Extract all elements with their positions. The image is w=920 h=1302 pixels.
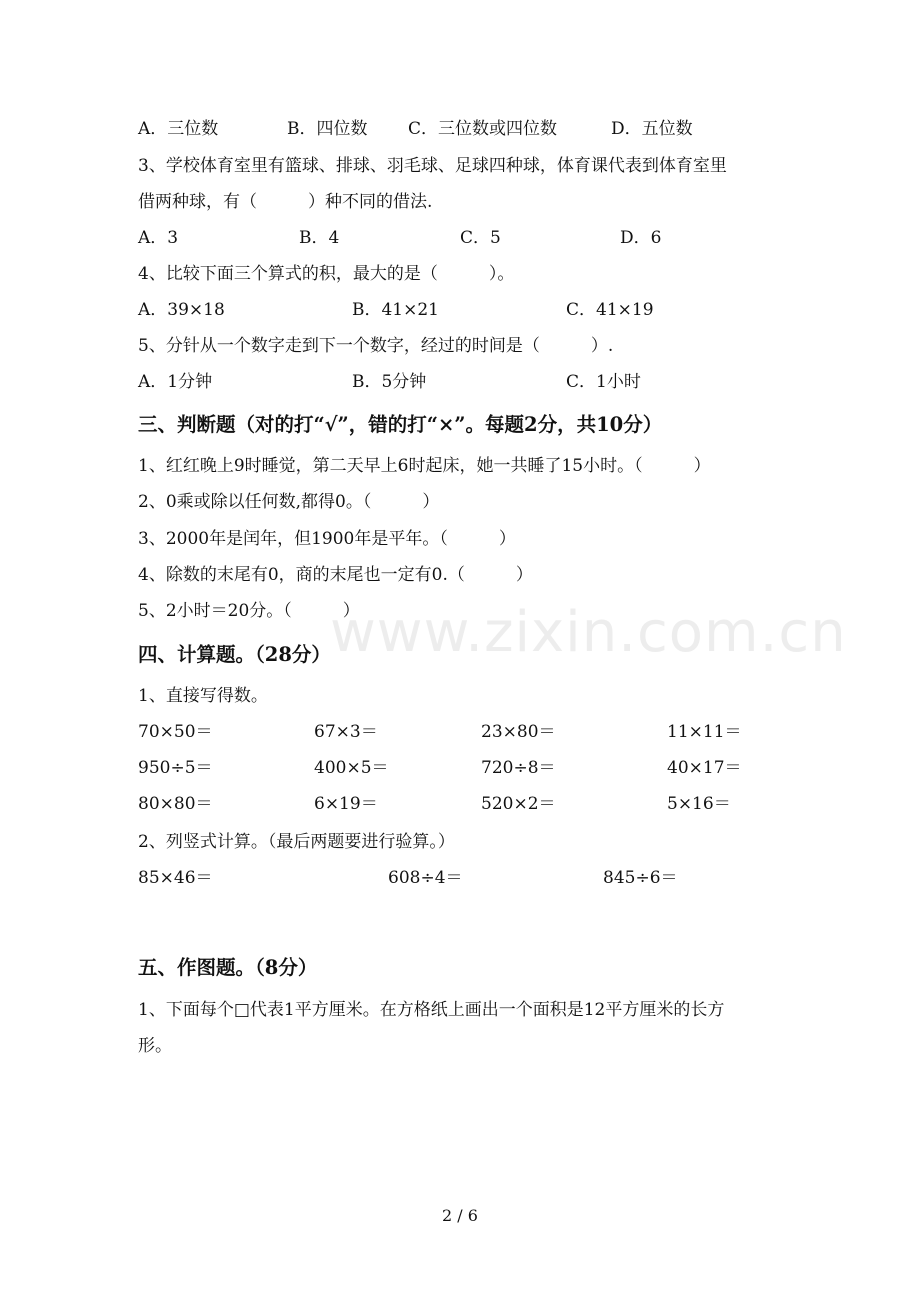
q3-option-c: C．5 — [460, 228, 501, 248]
section3-item-5: 5、2小时＝20分。（ ） — [138, 601, 360, 621]
calc-item: 400×5＝ — [314, 758, 389, 778]
q3-option-d: D．6 — [620, 228, 662, 248]
section3-item-2: 2、0乘或除以任何数,都得0。（ ） — [138, 492, 440, 512]
section4-sub2: 2、列竖式计算。（最后两题要进行验算。） — [138, 832, 455, 852]
section5-line1: 1、下面每个□代表1平方厘米。在方格纸上画出一个面积是12平方厘米的长方 — [138, 1000, 725, 1020]
calc-item: 950÷5＝ — [138, 758, 213, 778]
section3-item-3: 3、2000年是闰年，但1900年是平年。（ ） — [138, 529, 516, 549]
calc-item: 6×19＝ — [314, 794, 378, 814]
calc-item: 40×17＝ — [667, 758, 742, 778]
calc-item: 11×11＝ — [667, 722, 742, 742]
q5-text: 5、分针从一个数字走到下一个数字，经过的时间是（ ）. — [138, 336, 614, 356]
q3-text-line1: 3、学校体育室里有篮球、排球、羽毛球、足球四种球，体育课代表到体育室里 — [138, 156, 727, 176]
q2-option-c: C．三位数或四位数 — [408, 119, 558, 139]
calc-item: 720÷8＝ — [481, 758, 556, 778]
calc-item: 5×16＝ — [667, 794, 731, 814]
q5-option-c: C．1小时 — [566, 372, 641, 392]
q4-option-b: B．41×21 — [352, 300, 440, 320]
section4-title: 四、计算题。（28分） — [138, 643, 331, 666]
q2-option-d: D．五位数 — [611, 119, 693, 139]
q4-option-c: C．41×19 — [566, 300, 654, 320]
q5-option-a: A．1分钟 — [138, 372, 213, 392]
calc-item: 80×80＝ — [138, 794, 213, 814]
section3-title: 三、判断题（对的打“√”，错的打“×”。每题2分，共10分） — [138, 413, 663, 436]
section4-sub1: 1、直接写得数。 — [138, 686, 268, 706]
section3-item-1: 1、红红晚上9时睡觉，第二天早上6时起床，她一共睡了15小时。（ ） — [138, 456, 711, 476]
q3-option-b: B．4 — [299, 228, 340, 248]
q3-text-line2: 借两种球，有（ ）种不同的借法. — [138, 192, 433, 212]
q2-option-b: B．四位数 — [287, 119, 368, 139]
page-number: 2 / 6 — [442, 1206, 478, 1225]
section3-item-4: 4、除数的末尾有0，商的末尾也一定有0.（ ） — [138, 565, 533, 585]
vertical-calc-item: 608÷4＝ — [388, 868, 463, 888]
q5-option-b: B．5分钟 — [352, 372, 427, 392]
q3-option-a: A．3 — [138, 228, 179, 248]
calc-item: 67×3＝ — [314, 722, 378, 742]
section5-title: 五、作图题。（8分） — [138, 956, 318, 979]
vertical-calc-item: 85×46＝ — [138, 868, 213, 888]
q4-text: 4、比较下面三个算式的积，最大的是（ ）。 — [138, 264, 515, 284]
watermark: www.zixin.com.cn — [330, 600, 847, 665]
q2-option-a: A．三位数 — [138, 119, 219, 139]
vertical-calc-item: 845÷6＝ — [603, 868, 678, 888]
q4-option-a: A．39×18 — [138, 300, 225, 320]
calc-item: 70×50＝ — [138, 722, 213, 742]
calc-item: 520×2＝ — [481, 794, 556, 814]
calc-item: 23×80＝ — [481, 722, 556, 742]
section5-line2: 形。 — [138, 1036, 172, 1056]
